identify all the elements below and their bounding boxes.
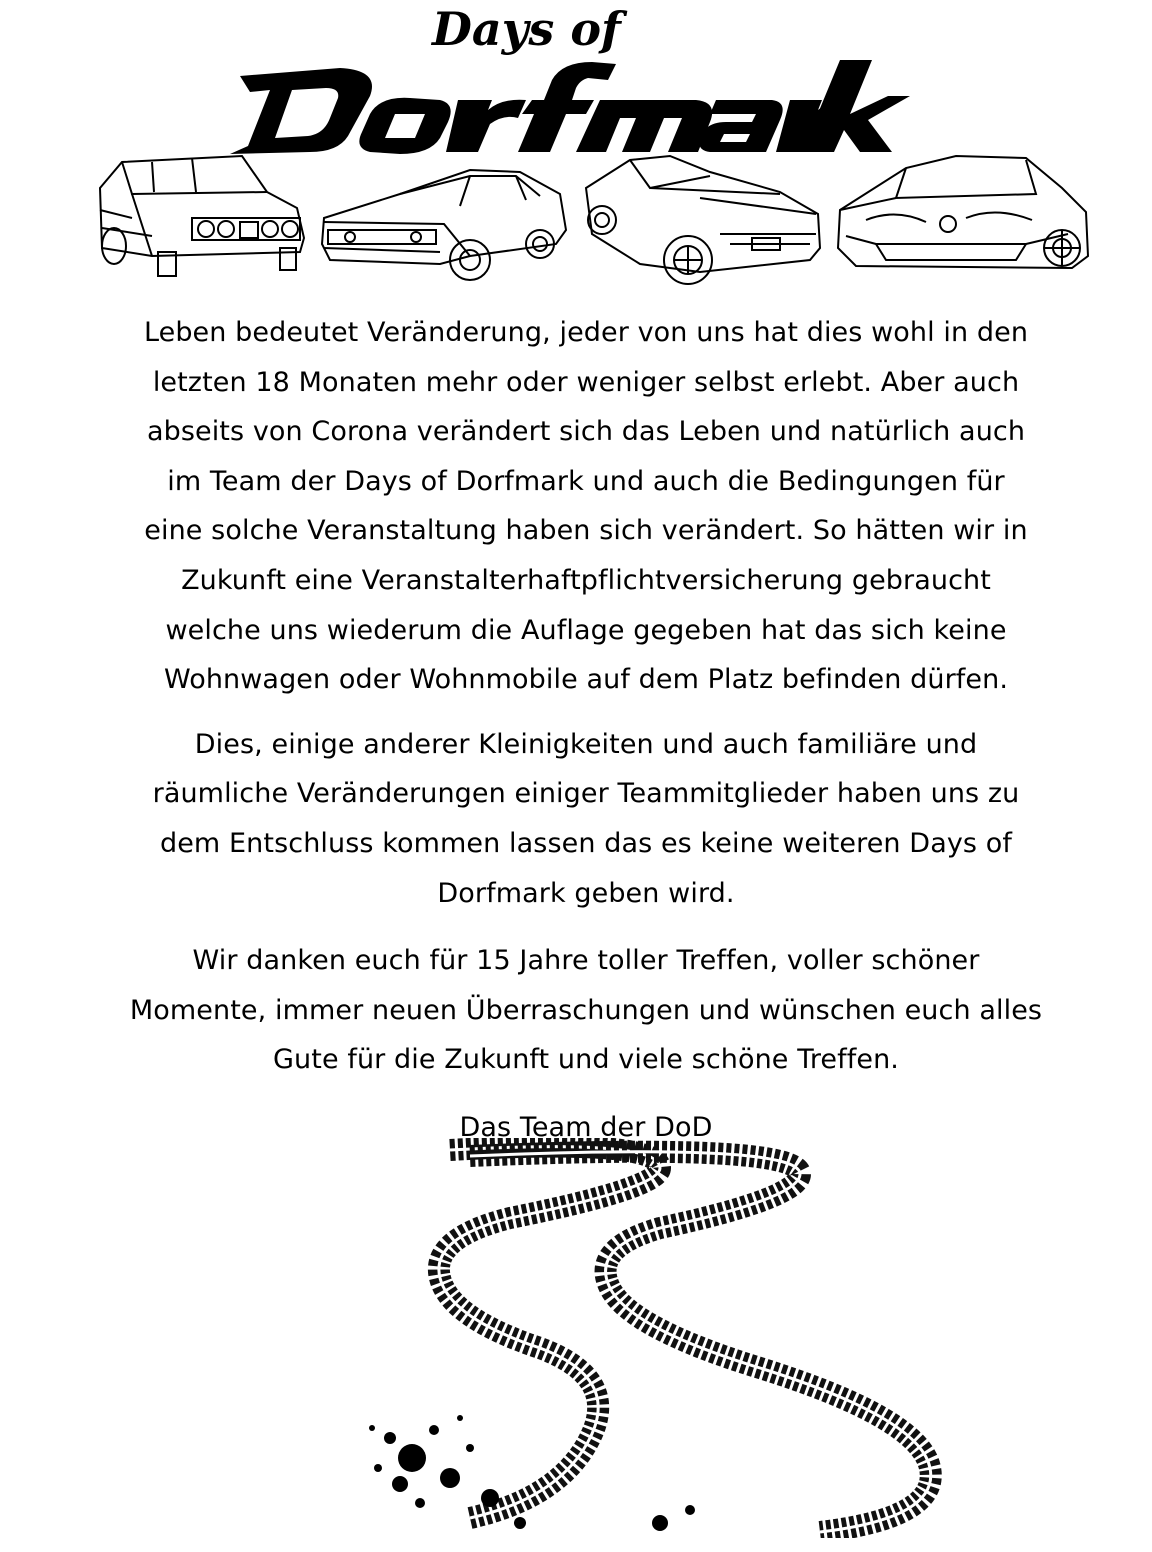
text-line: Dies, einige anderer Kleinigkeiten und auch familiäre und [194,728,978,760]
text-line: räumliche Veränderungen einiger Teammitglieder haben uns zu [152,778,1020,810]
text-line: Dorfmark geben wird. [437,877,735,909]
header [0,0,1152,300]
text-line: Wohnwagen oder Wohnmobile auf dem Platz befinden dürfen. [163,664,1009,696]
paragraph-2 [70,720,1102,918]
car-illustration-3 [580,148,824,298]
signature: Das Team der DoD [459,1111,713,1143]
text-line: eine solche Veranstaltung haben sich verändert. So hätten wir in [144,515,1028,547]
car-illustration-2 [320,148,572,298]
text-line: welche uns wiederum die Auflage gegeben hat das sich keine [165,614,1007,646]
tire-tracks-illustration [360,1138,970,1538]
car-illustration-1 [92,148,312,298]
text-line: im Team der Days of Dorfmark und auch die Bedingungen für [167,465,1005,497]
dorfmark-logo [220,56,910,156]
letter-body [70,308,1102,1153]
paragraph-1 [70,308,1102,705]
car-illustration-4 [836,148,1092,298]
text-line: Wir danken euch für 15 Jahre toller Treffen, voller schöner [192,945,980,977]
text-line: Zukunft eine Veranstalterhaftpflichtversicherung gebraucht [181,564,991,596]
text-line: letzten 18 Monaten mehr oder weniger selbst erlebt. Aber auch [152,366,1020,398]
text-line: Leben bedeutet Veränderung, jeder von uns hat dies wohl in den [143,317,1029,348]
text-line: Momente, immer neuen Überraschungen und wünschen euch alles [129,994,1043,1026]
text-line: Gute für die Zukunft und viele schöne Treffen. [273,1044,899,1076]
paragraph-3 [70,936,1102,1085]
car-illustrations [92,148,1092,298]
text-line: dem Entschluss kommen lassen das es keine weiteren Days of [159,827,1012,859]
text-line: abseits von Corona verändert sich das Leben und natürlich auch [146,416,1026,448]
title-days-of: Days of [432,2,621,56]
